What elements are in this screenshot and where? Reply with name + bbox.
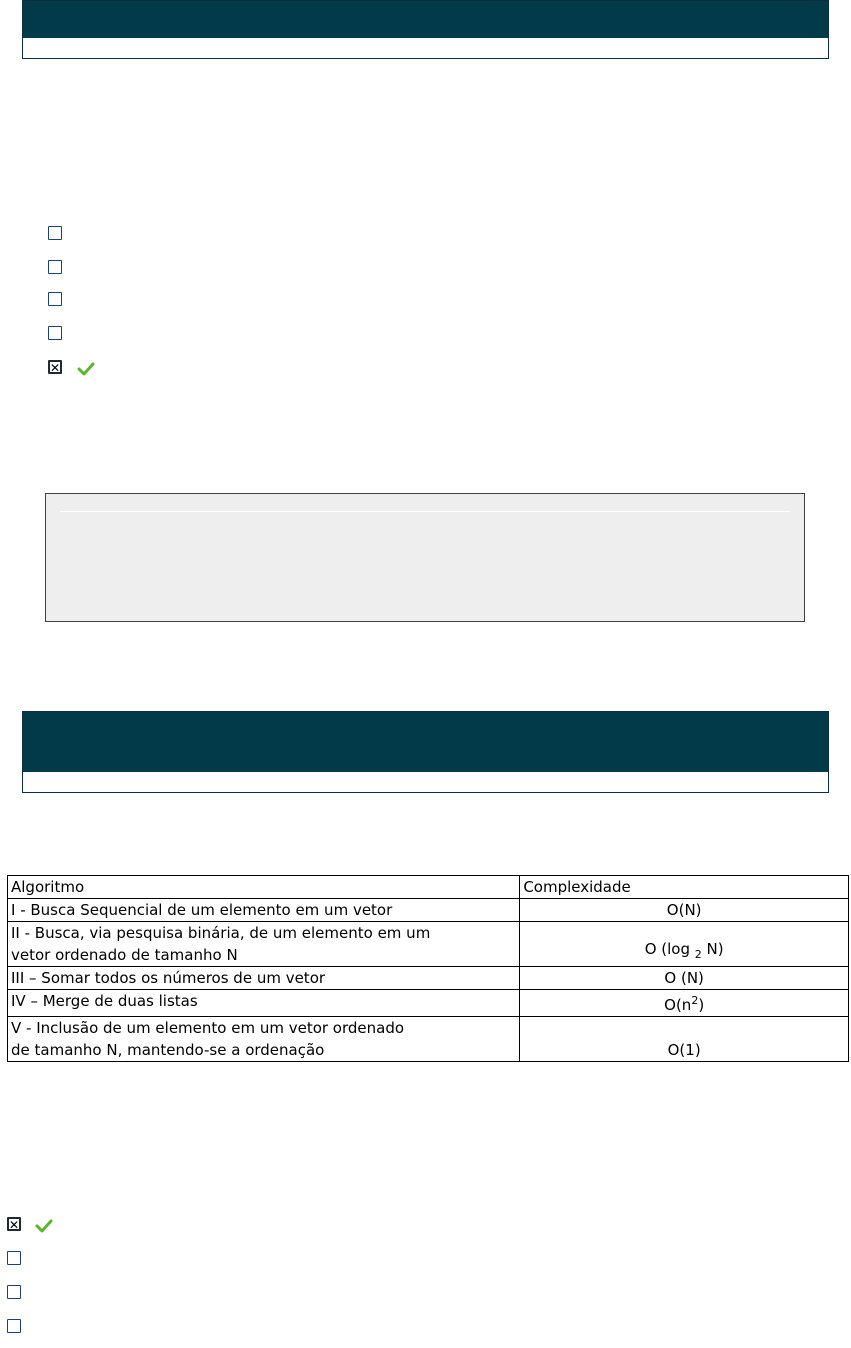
header-algorithm: Algoritmo xyxy=(8,876,520,899)
correct-check-icon xyxy=(77,362,95,376)
q2-option-d-checkbox[interactable] xyxy=(7,1319,21,1333)
header-complexity: Complexidade xyxy=(520,876,849,899)
complexity-exponent: 2 xyxy=(691,994,699,1007)
algorithm-line-2: de tamanho N, mantendo-se a ordenação xyxy=(11,1041,325,1059)
table-row xyxy=(8,922,849,967)
algorithm-cell: I - Busca Sequencial de um elemento em um vetor xyxy=(8,899,520,922)
question-1-header xyxy=(22,0,829,59)
complexity-close: ) xyxy=(698,996,705,1014)
complexity-cell: O(N) xyxy=(520,899,849,922)
algorithm-cell: III – Somar todos os números de um vetor xyxy=(8,967,520,990)
q2-option-b-checkbox[interactable] xyxy=(7,1251,21,1265)
algorithm-cell xyxy=(8,922,520,967)
correct-check-icon xyxy=(35,1219,53,1233)
complexity-prefix: O (log xyxy=(644,940,690,958)
q2-option-a-checkbox[interactable] xyxy=(7,1217,21,1231)
complexity-suffix: N) xyxy=(706,940,724,958)
table-row xyxy=(8,899,849,922)
question-1-header-bar xyxy=(23,1,828,38)
algorithm-line-1: V - Inclusão de um elemento em um vetor ordenado xyxy=(11,1019,405,1037)
q1-option-d-checkbox[interactable] xyxy=(48,326,62,340)
question-2-header-bar xyxy=(23,712,828,772)
question-2-header xyxy=(22,711,829,793)
answer-feedback-box xyxy=(45,493,805,622)
complexity-base: O(n xyxy=(664,996,692,1014)
q1-option-b-checkbox[interactable] xyxy=(48,260,62,274)
algorithm-cell xyxy=(8,1017,520,1062)
q1-option-a-checkbox[interactable] xyxy=(48,226,62,240)
complexity-cell: O (N) xyxy=(520,967,849,990)
complexity-cell xyxy=(520,990,849,1017)
q1-option-c-checkbox[interactable] xyxy=(48,292,62,306)
complexity-table xyxy=(7,875,849,1062)
complexity-subscript: 2 xyxy=(694,948,702,961)
algorithm-line-2: vetor ordenado de tamanho N xyxy=(11,946,238,964)
algorithm-cell: IV – Merge de duas listas xyxy=(8,990,520,1017)
table-row xyxy=(8,990,849,1017)
complexity-cell xyxy=(520,922,849,967)
checked-x-icon: ✕ xyxy=(9,1218,20,1232)
table-row xyxy=(8,967,849,990)
table-row xyxy=(8,1017,849,1062)
complexity-cell: O(1) xyxy=(520,1017,849,1062)
table-header-row xyxy=(8,876,849,899)
checked-x-icon: ✕ xyxy=(50,361,61,375)
q1-option-e-checkbox[interactable] xyxy=(48,360,62,374)
algorithm-line-1: II - Busca, via pesquisa binária, de um elemento em um xyxy=(11,924,431,942)
feedback-divider xyxy=(60,511,790,512)
q2-option-c-checkbox[interactable] xyxy=(7,1285,21,1299)
